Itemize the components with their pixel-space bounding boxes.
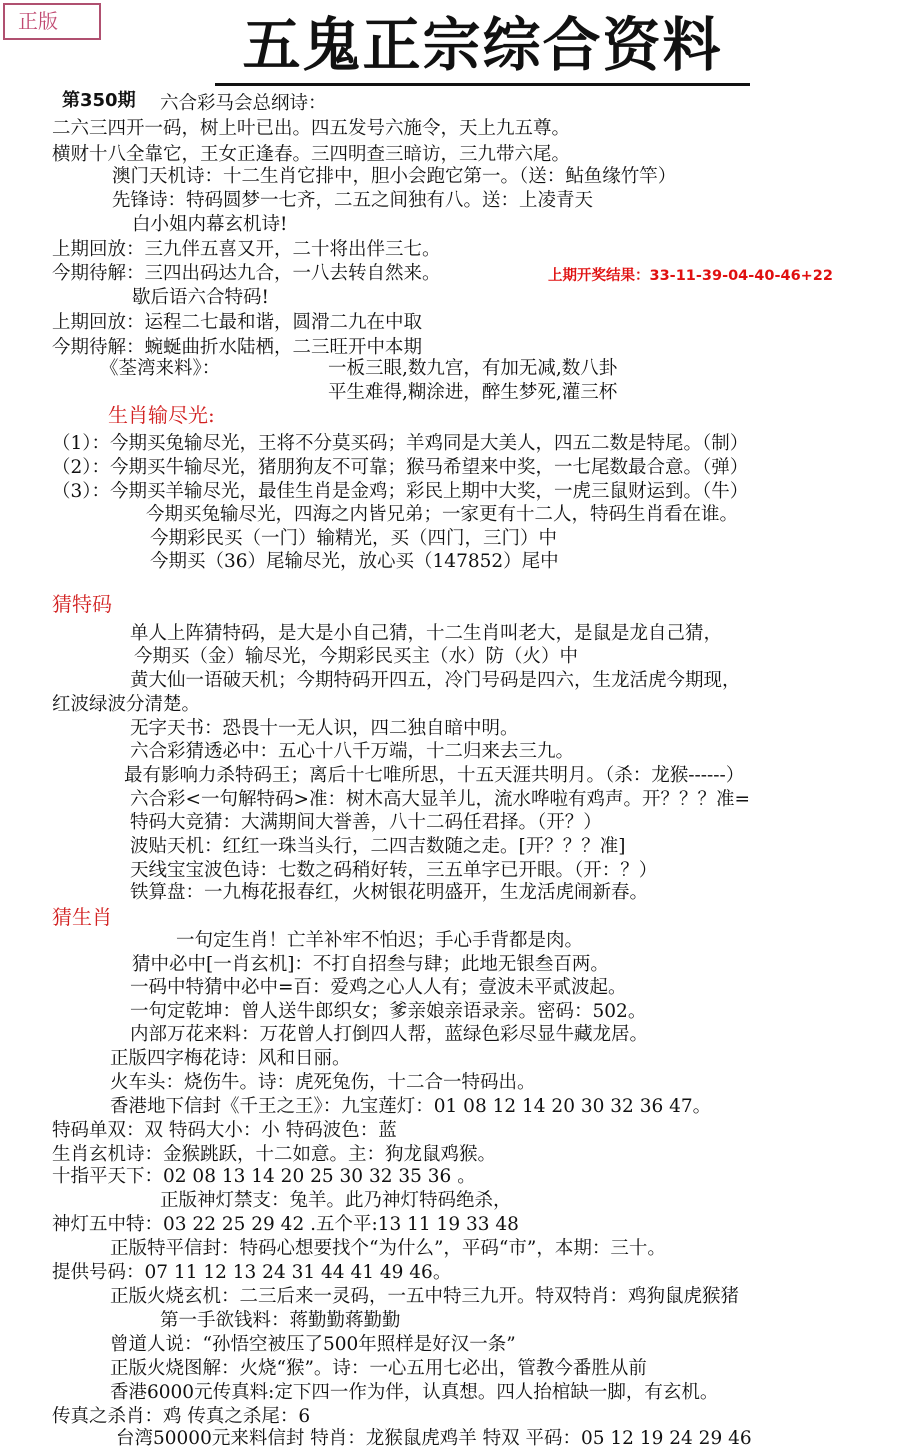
text-line: 内部万花来料：万花曾人打倒四人帮，蓝绿色彩尽显牛藏龙居。: [130, 1024, 649, 1045]
text-line: 今期彩民买（一门）输精光，买（四门，三门）中: [150, 528, 558, 549]
text-line: 今期买（金）输尽光，今期彩民买主（水）防（火）中: [134, 646, 579, 667]
text-line: 上期回放：运程二七最和谐，圆滑二九在中取: [52, 312, 423, 333]
text-line: 生肖玄机诗：金猴跳跃，十二如意。主：狗龙鼠鸡猴。: [52, 1144, 497, 1165]
text-line: 正版火烧图解：火烧“猴”。诗：一心五用七必出，管教今番胜从前: [110, 1358, 647, 1379]
text-line: 神灯五中特：03 22 25 29 42 .五个平:13 11 19 33 48: [52, 1214, 519, 1235]
text-line: 正版火烧玄机：二三后来一灵码，一五中特三九开。特双特肖：鸡狗鼠虎猴猪: [110, 1286, 740, 1307]
text-line: 台湾50000元来料信封 特肖：龙猴鼠虎鸡羊 特双 平码：05 12 19 24 29 46: [116, 1428, 752, 1449]
text-line: 黄大仙一语破天机；今期特码开四五，冷门号码是四六，生龙活虎今期现，: [130, 670, 741, 691]
text-line: （1）：今期买兔输尽光，王将不分莫买码；羊鸡同是大美人，四五二数是特尾。（制）: [52, 433, 749, 454]
text-line: 《荃湾来料》：: [100, 358, 221, 379]
text-line: 横财十八全靠它，王女正逢春。三四明查三暗访，三九带六尾。: [52, 144, 571, 165]
text-line: 上期回放：三九伴五喜又开，二十将出伴三七。: [52, 239, 441, 260]
text-line: 香港6000元传真料:定下四一作为伴，认真想。四人抬棺缺一脚，有玄机。: [110, 1382, 719, 1403]
text-line: 一句定乾坤：曾人送牛郎织女；爹亲娘亲语录亲。密码：502。: [130, 1001, 647, 1022]
text-line: 特码大竞猜：大满期间大誉善，八十二码任君择。（开？）: [130, 812, 602, 833]
issue-number: 第350期: [62, 90, 136, 111]
text-line: 单人上阵猜特码，是大是小自己猜，十二生肖叫老大，是鼠是龙自己猜，: [130, 623, 723, 644]
text-line: 歇后语六合特码!: [132, 287, 269, 308]
text-line: 平生难得,糊涂进，醉生梦死,灌三杯: [328, 382, 618, 403]
text-line: 六合彩猜透必中：五心十八千万端，十二归来去三九。: [130, 741, 575, 762]
text-line: 天线宝宝波色诗：七数之码稍好转，三五单字已开眼。（开：？）: [130, 860, 658, 881]
text-line: （2）：今期买牛输尽光，猪朋狗友不可靠；猴马希望来中奖，一七尾数最合意。（弹）: [52, 457, 749, 478]
text-line: 正版四字梅花诗：风和日丽。: [110, 1048, 351, 1069]
text-line: 澳门天机诗：十二生肖它排中，胆小会跑它第一。（送：鲇鱼缘竹竿）: [112, 166, 677, 187]
text-line: 六合彩马会总纲诗：: [160, 93, 327, 114]
text-line: 今期待解：三四出码达九合，一八去转自然来。: [52, 263, 441, 284]
text-line: 传真之杀肖：鸡 传真之杀尾：6: [52, 1406, 311, 1427]
text-line: 香港地下信封《千王之王》：九宝莲灯：01 08 12 14 20 30 32 36 47。: [110, 1096, 712, 1117]
text-line: 红波绿波分清楚。: [52, 694, 201, 715]
text-line: 波贴天机：红红一珠当头行，二四吉数随之走。[开？？？准]: [130, 836, 626, 857]
text-line: 火车头：烧伤牛。诗：虎死兔伤，十二合一特码出。: [110, 1072, 536, 1093]
text-line: 特码单双：双 特码大小：小 特码波色：蓝: [52, 1120, 397, 1141]
text-line: 六合彩<一句解特码>准：树木高大显羊儿，流水哗啦有鸡声。开？？？准=: [130, 789, 751, 810]
zhengban-stamp: 正版: [3, 3, 101, 40]
text-line: 今期买兔输尽光，四海之内皆兄弟；一家更有十二人，特码生肖看在谁。: [146, 504, 739, 525]
text-line: （3）：今期买羊输尽光，最佳生肖是金鸡；彩民上期中大奖，一虎三鼠财运到。（牛）: [52, 481, 749, 502]
text-line: 提供号码：07 11 12 13 24 31 44 41 49 46。: [52, 1262, 452, 1283]
text-line: 白小姐内幕玄机诗!: [132, 214, 288, 235]
text-line: 猜中必中[一肖玄机]：不打自招叁与肆；此地无银叁百两。: [132, 954, 609, 975]
section-heading: 生肖输尽光:: [108, 403, 215, 427]
text-line: 最有影响力杀特码王；离后十七唯所思，十五天涯共明月。（杀：龙猴------）: [124, 765, 745, 786]
text-line: 一码中特猜中必中=百：爱鸡之心人人有；壹波未平贰波起。: [130, 977, 627, 998]
text-line: 曾道人说：“孙悟空被压了500年照样是好汉一条”: [110, 1334, 516, 1355]
section-heading: 猜生肖: [52, 905, 112, 929]
text-line: 正版神灯禁支：兔羊。此乃神灯特码绝杀，: [160, 1190, 512, 1211]
text-line: 今期待解：蜿蜒曲折水陆栖，二三旺开中本期: [52, 337, 423, 358]
text-line: 一句定生肖！亡羊补牢不怕迟；手心手背都是肉。: [176, 930, 584, 951]
text-line: 第一手欲钱料：蒋勤勤蒋勤勤: [160, 1310, 401, 1331]
text-line: 先锋诗：特码圆梦一七齐，二五之间独有八。送：上凌青天: [112, 190, 594, 211]
text-line: 二六三四开一码，树上叶已出。四五发号六施令，天上九五尊。: [52, 118, 571, 139]
text-line: 一板三眼,数九宫，有加无减,数八卦: [328, 358, 618, 379]
text-line: 无字天书：恐畏十一无人识，四二独自暗中明。: [130, 718, 519, 739]
text-line: 十指平天下：02 08 13 14 20 25 30 32 35 36 。: [52, 1166, 476, 1187]
last-draw-result: 上期开奖结果：33-11-39-04-40-46+22: [548, 268, 833, 284]
section-heading: 猜特码: [52, 592, 112, 616]
text-line: 铁算盘：一九梅花报春红，火树银花明盛开，生龙活虎闹新春。: [130, 882, 649, 903]
text-line: 正版特平信封：特码心想要找个“为什么”，平码“市”，本期：三十。: [110, 1238, 666, 1259]
text-line: 今期买（36）尾输尽光，放心买（147852）尾中: [150, 551, 559, 572]
page-title: 五鬼正宗综合资料: [215, 6, 750, 86]
